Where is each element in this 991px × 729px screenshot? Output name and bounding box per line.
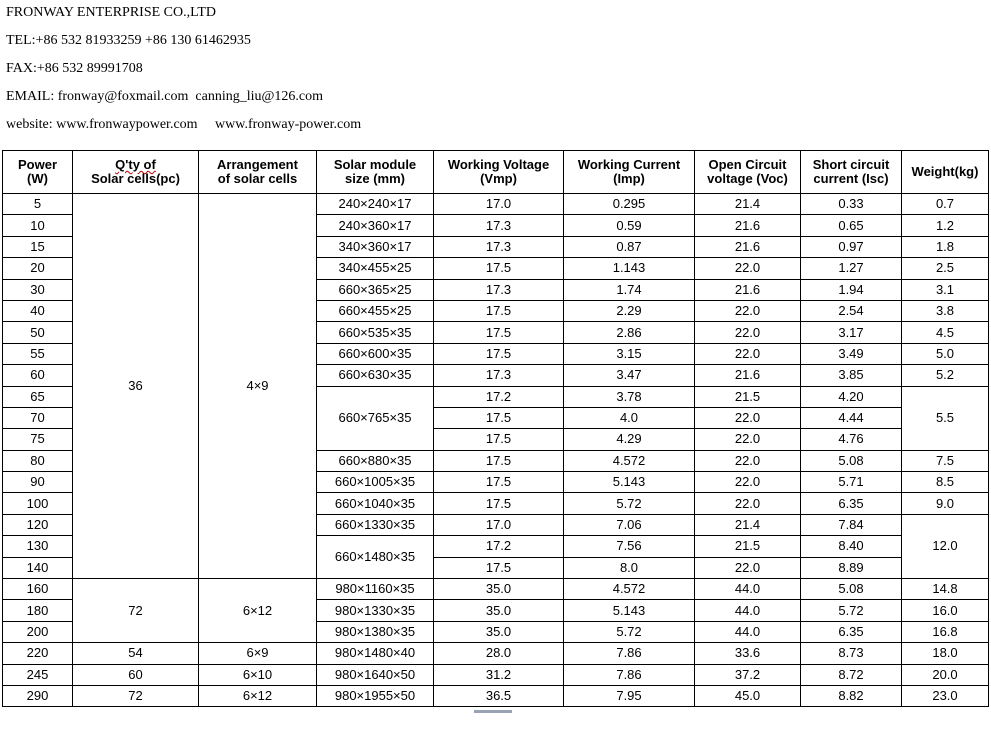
cell-imp: 0.87 <box>564 236 695 257</box>
cell-weight: 18.0 <box>902 643 989 664</box>
cell-isc: 8.82 <box>801 685 902 706</box>
cell-weight: 8.5 <box>902 472 989 493</box>
company-website: website: www.fronwaypower.com www.fronway-power.com <box>6 117 362 132</box>
cell-size: 980×1330×35 <box>317 600 434 621</box>
cell-imp: 2.29 <box>564 300 695 321</box>
cell-size: 660×765×35 <box>317 386 434 450</box>
cell-voc: 22.0 <box>695 300 801 321</box>
table-body <box>3 194 989 707</box>
cell-size: 660×1480×35 <box>317 536 434 579</box>
company-tel: TEL:+86 532 81933259 +86 130 61462935 <box>6 33 251 48</box>
header-weight: Weight(kg) <box>902 151 989 194</box>
cell-power: 5 <box>3 194 73 215</box>
cell-voc: 21.4 <box>695 194 801 215</box>
cell-voc: 44.0 <box>695 579 801 600</box>
cell-power: 140 <box>3 557 73 578</box>
cell-arr: 4×9 <box>199 194 317 579</box>
cell-power: 200 <box>3 621 73 642</box>
cell-imp: 5.72 <box>564 621 695 642</box>
cell-voc: 21.6 <box>695 279 801 300</box>
header-isc: Short circuit current (Isc) <box>801 151 902 194</box>
cell-cells: 72 <box>73 685 199 706</box>
cell-power: 20 <box>3 258 73 279</box>
cell-arr: 6×12 <box>199 579 317 643</box>
cell-vmp: 17.5 <box>434 450 564 471</box>
cell-imp: 3.78 <box>564 386 695 407</box>
company-header <box>6 0 361 140</box>
cell-vmp: 17.5 <box>434 300 564 321</box>
cell-voc: 22.0 <box>695 322 801 343</box>
cell-voc: 33.6 <box>695 643 801 664</box>
solar-module-spec-table <box>2 150 989 707</box>
cell-power: 60 <box>3 365 73 386</box>
cell-cells: 72 <box>73 579 199 643</box>
table-row <box>3 685 989 706</box>
cell-size: 660×630×35 <box>317 365 434 386</box>
cell-imp: 5.143 <box>564 472 695 493</box>
cell-weight: 3.8 <box>902 300 989 321</box>
cell-imp: 5.143 <box>564 600 695 621</box>
cell-voc: 21.6 <box>695 365 801 386</box>
cell-power: 290 <box>3 685 73 706</box>
cell-size: 340×455×25 <box>317 258 434 279</box>
cell-vmp: 17.5 <box>434 343 564 364</box>
cell-voc: 21.4 <box>695 514 801 535</box>
cell-power: 15 <box>3 236 73 257</box>
cell-power: 30 <box>3 279 73 300</box>
cell-isc: 1.94 <box>801 279 902 300</box>
cell-size: 980×1955×50 <box>317 685 434 706</box>
cell-size: 660×880×35 <box>317 450 434 471</box>
cell-size: 660×365×25 <box>317 279 434 300</box>
cell-vmp: 31.2 <box>434 664 564 685</box>
cell-weight: 16.8 <box>902 621 989 642</box>
cell-vmp: 17.0 <box>434 194 564 215</box>
cell-arr: 6×9 <box>199 643 317 664</box>
cell-power: 80 <box>3 450 73 471</box>
cell-vmp: 35.0 <box>434 621 564 642</box>
cell-power: 40 <box>3 300 73 321</box>
cell-isc: 4.44 <box>801 407 902 428</box>
cell-imp: 1.143 <box>564 258 695 279</box>
cell-voc: 22.0 <box>695 450 801 471</box>
cell-imp: 7.86 <box>564 643 695 664</box>
cell-weight: 4.5 <box>902 322 989 343</box>
cell-size: 660×535×35 <box>317 322 434 343</box>
cell-voc: 45.0 <box>695 685 801 706</box>
cell-power: 130 <box>3 536 73 557</box>
cell-vmp: 17.5 <box>434 322 564 343</box>
cell-voc: 21.5 <box>695 536 801 557</box>
cell-power: 245 <box>3 664 73 685</box>
cell-size: 980×1160×35 <box>317 579 434 600</box>
cell-isc: 1.27 <box>801 258 902 279</box>
cell-weight: 16.0 <box>902 600 989 621</box>
cell-weight: 3.1 <box>902 279 989 300</box>
cell-voc: 44.0 <box>695 621 801 642</box>
cell-voc: 22.0 <box>695 472 801 493</box>
cell-vmp: 17.5 <box>434 429 564 450</box>
cell-vmp: 17.5 <box>434 472 564 493</box>
cell-voc: 21.6 <box>695 236 801 257</box>
cell-isc: 3.49 <box>801 343 902 364</box>
cell-isc: 8.89 <box>801 557 902 578</box>
cell-imp: 8.0 <box>564 557 695 578</box>
cell-isc: 6.35 <box>801 621 902 642</box>
header-power: Power (W) <box>3 151 73 194</box>
cell-isc: 2.54 <box>801 300 902 321</box>
cell-power: 50 <box>3 322 73 343</box>
cell-weight: 5.0 <box>902 343 989 364</box>
cell-isc: 5.08 <box>801 579 902 600</box>
cell-weight: 14.8 <box>902 579 989 600</box>
cell-isc: 3.85 <box>801 365 902 386</box>
cell-imp: 4.29 <box>564 429 695 450</box>
cell-weight: 7.5 <box>902 450 989 471</box>
cell-weight: 5.2 <box>902 365 989 386</box>
cell-voc: 22.0 <box>695 557 801 578</box>
cell-cells: 60 <box>73 664 199 685</box>
cell-cells: 54 <box>73 643 199 664</box>
cell-voc: 21.6 <box>695 215 801 236</box>
cell-cells: 36 <box>73 194 199 579</box>
cell-vmp: 17.2 <box>434 386 564 407</box>
page-footer-mark <box>474 710 512 713</box>
cell-vmp: 17.5 <box>434 493 564 514</box>
cell-weight: 23.0 <box>902 685 989 706</box>
cell-isc: 0.33 <box>801 194 902 215</box>
cell-power: 160 <box>3 579 73 600</box>
cell-size: 240×240×17 <box>317 194 434 215</box>
cell-isc: 6.35 <box>801 493 902 514</box>
cell-weight: 1.8 <box>902 236 989 257</box>
cell-size: 980×1480×40 <box>317 643 434 664</box>
cell-weight: 12.0 <box>902 514 989 578</box>
header-vmp: Working Voltage (Vmp) <box>434 151 564 194</box>
cell-arr: 6×10 <box>199 664 317 685</box>
cell-isc: 0.65 <box>801 215 902 236</box>
cell-vmp: 17.3 <box>434 236 564 257</box>
cell-isc: 4.76 <box>801 429 902 450</box>
table-header-row <box>3 151 989 194</box>
cell-weight: 2.5 <box>902 258 989 279</box>
cell-isc: 0.97 <box>801 236 902 257</box>
cell-power: 100 <box>3 493 73 514</box>
header-voc: Open Circuit voltage (Voc) <box>695 151 801 194</box>
cell-weight: 0.7 <box>902 194 989 215</box>
header-imp: Working Current (Imp) <box>564 151 695 194</box>
cell-size: 660×1005×35 <box>317 472 434 493</box>
cell-voc: 22.0 <box>695 407 801 428</box>
company-name: FRONWAY ENTERPRISE CO.,LTD <box>6 5 217 20</box>
cell-weight: 20.0 <box>902 664 989 685</box>
cell-imp: 0.295 <box>564 194 695 215</box>
cell-vmp: 17.2 <box>434 536 564 557</box>
cell-voc: 22.0 <box>695 429 801 450</box>
cell-isc: 7.84 <box>801 514 902 535</box>
header-module-size: Solar module size (mm) <box>317 151 434 194</box>
cell-size: 240×360×17 <box>317 215 434 236</box>
header-arrangement: Arrangement of solar cells <box>199 151 317 194</box>
cell-power: 180 <box>3 600 73 621</box>
cell-isc: 8.72 <box>801 664 902 685</box>
cell-vmp: 17.3 <box>434 279 564 300</box>
cell-power: 90 <box>3 472 73 493</box>
cell-vmp: 35.0 <box>434 600 564 621</box>
cell-power: 75 <box>3 429 73 450</box>
cell-voc: 37.2 <box>695 664 801 685</box>
cell-imp: 4.0 <box>564 407 695 428</box>
cell-arr: 6×12 <box>199 685 317 706</box>
cell-isc: 5.72 <box>801 600 902 621</box>
table-row <box>3 643 989 664</box>
table-row <box>3 664 989 685</box>
cell-size: 660×1330×35 <box>317 514 434 535</box>
cell-vmp: 17.5 <box>434 407 564 428</box>
cell-isc: 5.08 <box>801 450 902 471</box>
cell-voc: 22.0 <box>695 493 801 514</box>
cell-power: 55 <box>3 343 73 364</box>
cell-imp: 7.06 <box>564 514 695 535</box>
cell-power: 120 <box>3 514 73 535</box>
cell-voc: 22.0 <box>695 343 801 364</box>
table-row <box>3 579 989 600</box>
cell-voc: 44.0 <box>695 600 801 621</box>
cell-imp: 0.59 <box>564 215 695 236</box>
cell-size: 660×1040×35 <box>317 493 434 514</box>
cell-power: 220 <box>3 643 73 664</box>
cell-imp: 1.74 <box>564 279 695 300</box>
cell-imp: 2.86 <box>564 322 695 343</box>
cell-isc: 4.20 <box>801 386 902 407</box>
cell-vmp: 17.5 <box>434 258 564 279</box>
company-email: EMAIL: fronway@foxmail.com canning_liu@126.com <box>6 89 323 104</box>
cell-vmp: 17.3 <box>434 365 564 386</box>
cell-weight: 1.2 <box>902 215 989 236</box>
cell-isc: 3.17 <box>801 322 902 343</box>
cell-vmp: 17.0 <box>434 514 564 535</box>
cell-size: 980×1640×50 <box>317 664 434 685</box>
cell-imp: 3.47 <box>564 365 695 386</box>
cell-imp: 4.572 <box>564 450 695 471</box>
cell-imp: 7.95 <box>564 685 695 706</box>
cell-vmp: 17.5 <box>434 557 564 578</box>
cell-weight: 9.0 <box>902 493 989 514</box>
cell-imp: 7.56 <box>564 536 695 557</box>
cell-vmp: 35.0 <box>434 579 564 600</box>
cell-voc: 22.0 <box>695 258 801 279</box>
cell-vmp: 28.0 <box>434 643 564 664</box>
cell-weight: 5.5 <box>902 386 989 450</box>
cell-power: 70 <box>3 407 73 428</box>
cell-isc: 8.40 <box>801 536 902 557</box>
cell-vmp: 36.5 <box>434 685 564 706</box>
cell-power: 65 <box>3 386 73 407</box>
cell-imp: 3.15 <box>564 343 695 364</box>
cell-size: 980×1380×35 <box>317 621 434 642</box>
cell-size: 340×360×17 <box>317 236 434 257</box>
cell-imp: 5.72 <box>564 493 695 514</box>
table-row <box>3 194 989 215</box>
cell-size: 660×600×35 <box>317 343 434 364</box>
cell-vmp: 17.3 <box>434 215 564 236</box>
cell-imp: 4.572 <box>564 579 695 600</box>
cell-imp: 7.86 <box>564 664 695 685</box>
cell-power: 10 <box>3 215 73 236</box>
cell-voc: 21.5 <box>695 386 801 407</box>
header-cell-qty: Q'ty of Solar cells(pc) <box>73 151 199 194</box>
cell-size: 660×455×25 <box>317 300 434 321</box>
cell-isc: 8.73 <box>801 643 902 664</box>
company-fax: FAX:+86 532 89991708 <box>6 61 143 76</box>
cell-isc: 5.71 <box>801 472 902 493</box>
